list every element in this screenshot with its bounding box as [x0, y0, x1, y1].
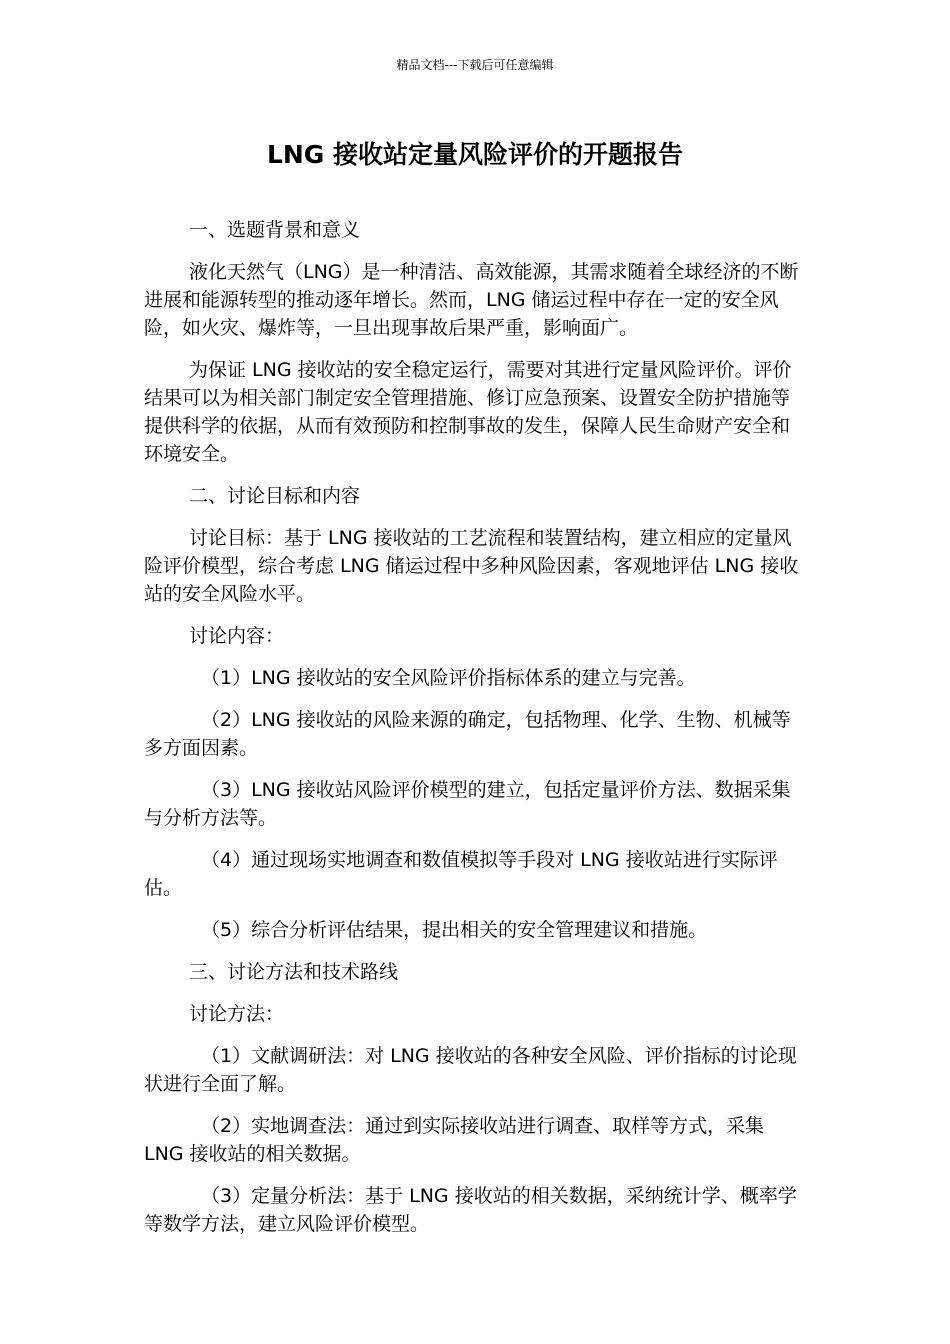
document-body: [144, 216, 806, 1252]
section-heading-background: 一、选题背景和意义: [189, 219, 361, 241]
list-item-content-4: （4）通过现场实地调查和数值模拟等手段对 LNG 接收站进行实际评估。: [144, 849, 778, 899]
paragraph-lng-intro: 液化天然气（LNG）是一种清洁、高效能源，其需求随着全球经济的不断进展和能源转型的推动逐年增长。然而，LNG 储运过程中存在一定的安全风险，如火灾、爆炸等，一旦出现事故后果严重，影响面广。: [144, 261, 799, 339]
list-item-method-1: （1）文献调研法：对 LNG 接收站的各种安全风险、评价指标的讨论现状进行全面了解。: [144, 1045, 797, 1095]
header-note: 精品文档---下载后可任意编辑: [396, 58, 554, 72]
paragraph-research-content-label: 讨论内容：: [189, 625, 285, 647]
paragraph-methods-label: 讨论方法：: [189, 1003, 285, 1025]
document-title: LNG 接收站定量风险评价的开题报告: [266, 140, 684, 169]
list-item-method-3: （3）定量分析法：基于 LNG 接收站的相关数据，采纳统计学、概率学等数学方法，建立风险评价模型。: [144, 1185, 797, 1235]
list-item-content-5: （5）综合分析评估结果，提出相关的安全管理建议和措施。: [201, 919, 708, 941]
list-item-method-2: （2）实地调查法：通过到实际接收站进行调查、取样等方式，采集 LNG 接收站的相关数据。: [144, 1115, 765, 1165]
section-heading-methods: 三、讨论方法和技术路线: [189, 961, 399, 983]
section-heading-goals: 二、讨论目标和内容: [189, 485, 361, 507]
paragraph-research-goal: 讨论目标：基于 LNG 接收站的工艺流程和装置结构，建立相应的定量风险评价模型，综合考虑 LNG 储运过程中多种风险因素，客观地评估 LNG 接收站的安全风险水平。: [144, 527, 799, 605]
list-item-content-2: （2）LNG 接收站的风险来源的确定，包括物理、化学、生物、机械等多方面因素。: [144, 709, 791, 759]
paragraph-risk-evaluation-purpose: 为保证 LNG 接收站的安全稳定运行，需要对其进行定量风险评价。评价结果可以为相关部门制定安全管理措施、修订应急预案、设置安全防护措施等提供科学的依据，从而有效预防和控制事故的发生，保障人民生命财产安全和环境安全。: [144, 359, 792, 465]
list-item-content-1: （1）LNG 接收站的安全风险评价指标体系的建立与完善。: [201, 667, 696, 689]
list-item-content-3: （3）LNG 接收站风险评价模型的建立，包括定量评价方法、数据采集与分析方法等。: [144, 779, 791, 829]
